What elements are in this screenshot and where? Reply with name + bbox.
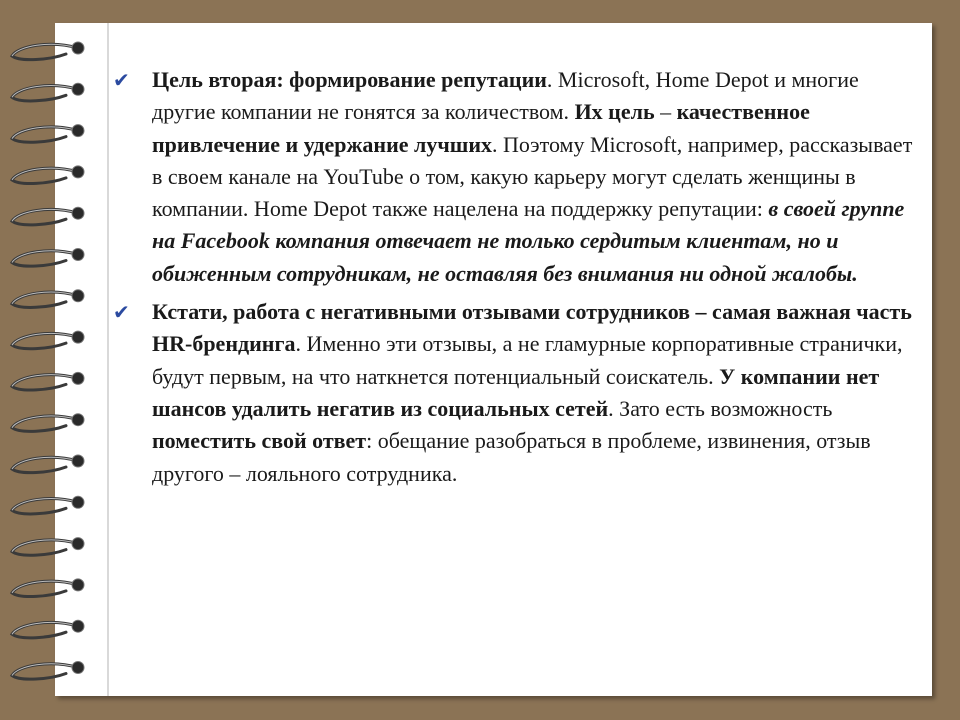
bold-italic-segment: в своей группе на Facebook компания отвечает не только сердитым клиентам, но и обиженным сотрудникам, не оставляя без внимания ни одной жалобы.	[152, 196, 905, 286]
paragraph-negative-reviews	[113, 296, 913, 490]
spiral-ring-icon	[12, 620, 84, 638]
spiral-ring-icon	[12, 83, 84, 101]
spiral-ring-icon	[12, 414, 84, 432]
page-margin-line	[107, 23, 109, 696]
text-segment: . Именно эти отзывы, а не гламурные корпоративные странички, будут первым, на что наткнется потенциальный соискатель.	[152, 331, 903, 389]
slide-content	[113, 64, 913, 496]
text-segment: . Microsoft, Home Depot и многие другие компании не гонятся за количеством.	[152, 67, 859, 125]
bold-segment: Кстати, работа с негативными отзывами сотрудников – самая важная часть HR-брендинга	[152, 299, 912, 357]
spiral-ring-icon	[12, 207, 84, 225]
checkmark-icon: ✔	[113, 300, 130, 325]
bold-segment: качественное привлечение и удержание лучших	[152, 99, 810, 157]
spiral-ring-icon	[12, 496, 84, 514]
spiral-binding	[0, 0, 100, 720]
spiral-ring-icon	[12, 166, 84, 184]
text-segment: . Зато есть возможность	[608, 395, 833, 421]
text-segment: . Поэтому Microsoft, например, рассказывает в своем канале на YouTube о том, какую карьеру могут сделать женщины в компании. Home Depot также нацелена на поддержку репутации:	[152, 131, 913, 222]
spiral-ring-icon	[12, 125, 84, 143]
spiral-ring-icon	[12, 372, 84, 390]
paragraph-goal-reputation	[113, 64, 913, 290]
spiral-ring-icon	[12, 290, 84, 308]
spiral-ring-icon	[12, 662, 84, 680]
spiral-ring-icon	[12, 249, 84, 267]
bold-segment: поместить свой ответ	[152, 428, 367, 454]
spiral-ring-icon	[12, 579, 84, 597]
text-segment: : обещание разобраться в проблеме, извинения, отзыв другого – лояльного сотрудника.	[152, 428, 871, 486]
bold-segment: У компании нет шансов удалить негатив из социальных сетей	[152, 363, 880, 421]
goal-heading: Цель вторая: формирование репутации	[152, 67, 547, 92]
text-segment: –	[654, 99, 677, 125]
checkmark-icon: ✔	[113, 68, 130, 92]
spiral-ring-icon	[12, 538, 84, 556]
spiral-ring-icon	[12, 455, 84, 473]
spiral-ring-icon	[12, 331, 84, 349]
bold-segment: Их цель	[574, 99, 655, 125]
spiral-ring-icon	[12, 42, 84, 60]
